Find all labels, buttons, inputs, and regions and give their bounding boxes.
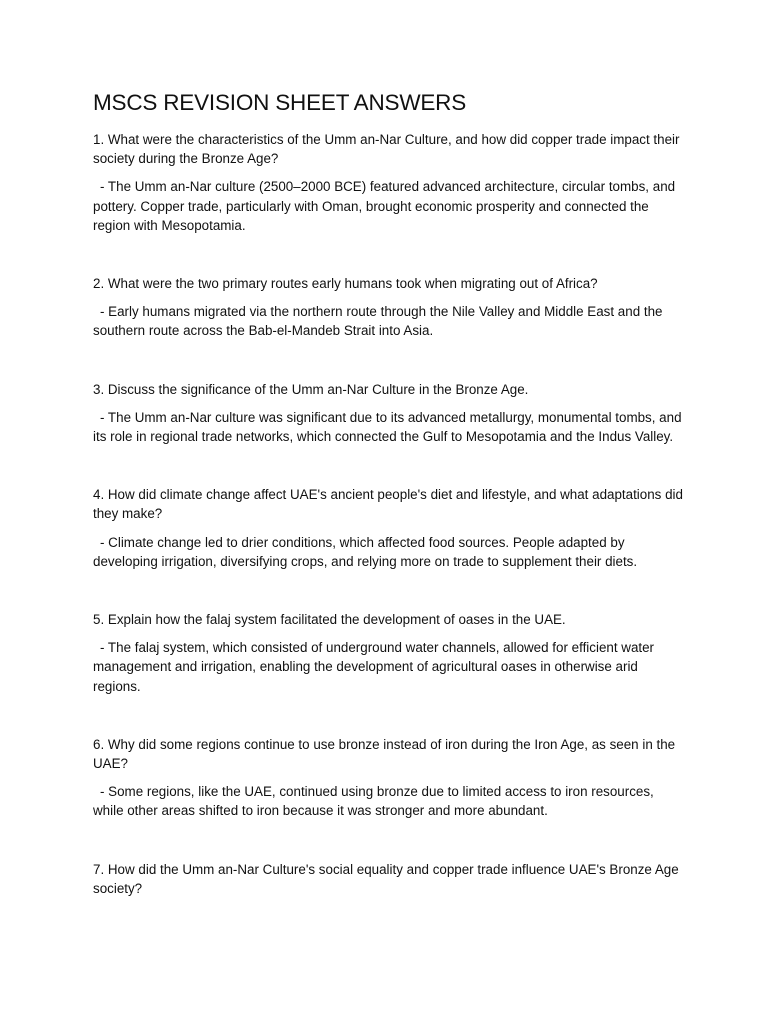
answer-4: - Climate change led to drier conditions, which affected food sources. People adapted by developing irrigation, diversifying crops, and relying more on trade to supplement their diets.: [93, 534, 638, 569]
answer-6: - Some regions, like the UAE, continued using bronze due to limited access to iron resources, while other areas shifted to iron because it was stronger and more abundant.: [93, 784, 654, 819]
qa-item-5: [93, 610, 683, 696]
question-3: 3. Discuss the significance of the Umm an-Nar Culture in the Bronze Age.: [93, 381, 529, 397]
document-page: [93, 88, 683, 937]
qa-item-2: [93, 274, 683, 341]
question-5: 5. Explain how the falaj system facilitated the development of oases in the UAE.: [93, 612, 566, 628]
qa-item-6: [93, 735, 683, 821]
question-7: 7. How did the Umm an-Nar Culture's social equality and copper trade influence UAE's Bronze Age society?: [93, 861, 679, 896]
answer-5: - The falaj system, which consisted of underground water channels, allowed for efficient water management and irrigation, enabling the development of agricultural oases in otherwise arid regions.: [93, 640, 655, 694]
answer-3: - The Umm an-Nar culture was significant due to its advanced metallurgy, monumental tombs, and its role in regional trade networks, which connected the Gulf to Mesopotamia and the Indus Valley.: [93, 409, 682, 445]
question-6: 6. Why did some regions continue to use bronze instead of iron during the Iron Age, as seen in the UAE?: [93, 736, 676, 772]
question-4: 4. How did climate change affect UAE's ancient people's diet and lifestyle, and what adaptations did they make?: [93, 487, 683, 522]
qa-item-7: [93, 860, 683, 898]
document-title: MSCS REVISION SHEET ANSWERS: [93, 90, 467, 115]
question-1: 1. What were the characteristics of the Umm an-Nar Culture, and how did copper trade impact their society during the Bronze Age?: [93, 132, 680, 167]
answer-2: - Early humans migrated via the northern route through the Nile Valley and Middle East and the southern route across the Bab-el-Mandeb Strait into Asia.: [93, 304, 663, 339]
answer-1: - The Umm an-Nar culture (2500–2000 BCE) featured advanced architecture, circular tombs, and pottery. Copper trade, particularly with Oman, brought economic prosperity and connected the region with Mesopotamia.: [93, 179, 676, 233]
qa-item-1: [93, 130, 683, 235]
question-2: 2. What were the two primary routes early humans took when migrating out of Africa?: [93, 276, 598, 292]
qa-item-3: [93, 380, 683, 447]
qa-item-4: [93, 485, 683, 571]
